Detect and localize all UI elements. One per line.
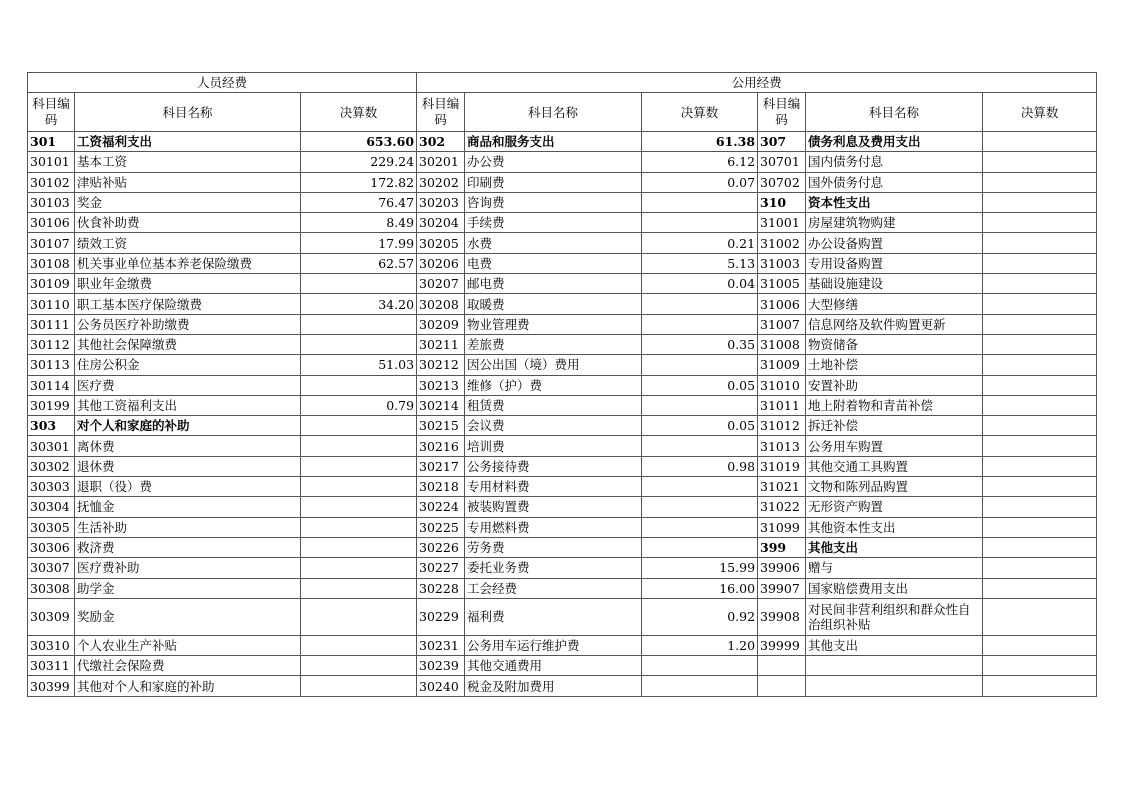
- table-row: [28, 558, 1097, 578]
- table-row: [28, 233, 1097, 253]
- personnel-amount-cell: 76.47: [301, 192, 417, 212]
- table-row: [28, 213, 1097, 233]
- table-row: [28, 497, 1097, 517]
- personnel-name-cell: 津贴补贴: [75, 172, 301, 192]
- table-row: [28, 598, 1097, 635]
- public-code-cell: 30205: [417, 233, 465, 253]
- personnel-code-cell: 301: [28, 132, 75, 152]
- public-name-cell: 培训费: [465, 436, 642, 456]
- capital-name-cell: 其他交通工具购置: [806, 456, 983, 476]
- public-amount-cell: 5.13: [642, 253, 758, 273]
- capital-amount-cell: [983, 152, 1097, 172]
- capital-amount-cell: [983, 517, 1097, 537]
- personnel-name-cell: 生活补助: [75, 517, 301, 537]
- public-code-cell: 30224: [417, 497, 465, 517]
- group-personnel-header: 人员经费: [28, 73, 417, 93]
- capital-name-cell: 安置补助: [806, 375, 983, 395]
- capital-amount-cell: [983, 598, 1097, 635]
- public-code-cell: 30211: [417, 334, 465, 354]
- public-name-cell: 劳务费: [465, 537, 642, 557]
- personnel-amount-cell: [301, 578, 417, 598]
- table-row: [28, 676, 1097, 696]
- personnel-name-cell: 医疗费补助: [75, 558, 301, 578]
- personnel-code-cell: 30107: [28, 233, 75, 253]
- public-name-cell: 税金及附加费用: [465, 676, 642, 696]
- capital-code-cell: 31012: [758, 416, 806, 436]
- table-row: [28, 635, 1097, 655]
- capital-name-cell: 地上附着物和青苗补偿: [806, 395, 983, 415]
- personnel-name-cell: 医疗费: [75, 375, 301, 395]
- public-amount-cell: [642, 395, 758, 415]
- capital-code-cell: 31006: [758, 294, 806, 314]
- public-code-cell: 30231: [417, 635, 465, 655]
- col-header-code: 科目编码: [417, 93, 465, 132]
- personnel-name-cell: 退休费: [75, 456, 301, 476]
- public-code-cell: 30218: [417, 477, 465, 497]
- capital-name-cell: 物资储备: [806, 334, 983, 354]
- personnel-code-cell: 30310: [28, 635, 75, 655]
- personnel-code-cell: 30306: [28, 537, 75, 557]
- public-amount-cell: 0.05: [642, 416, 758, 436]
- personnel-name-cell: 个人农业生产补贴: [75, 635, 301, 655]
- capital-amount-cell: [983, 233, 1097, 253]
- capital-code-cell: 30701: [758, 152, 806, 172]
- expense-table: [27, 72, 1097, 697]
- personnel-name-cell: 对个人和家庭的补助: [75, 416, 301, 436]
- capital-code-cell: 31008: [758, 334, 806, 354]
- capital-amount-cell: [983, 192, 1097, 212]
- capital-name-cell: 国外债务付息: [806, 172, 983, 192]
- capital-code-cell: 399: [758, 537, 806, 557]
- personnel-code-cell: 30302: [28, 456, 75, 476]
- personnel-code-cell: 30305: [28, 517, 75, 537]
- personnel-code-cell: 30103: [28, 192, 75, 212]
- capital-name-cell: [806, 656, 983, 676]
- public-name-cell: 公务接待费: [465, 456, 642, 476]
- public-name-cell: 租赁费: [465, 395, 642, 415]
- public-name-cell: 委托业务费: [465, 558, 642, 578]
- personnel-amount-cell: 51.03: [301, 355, 417, 375]
- personnel-name-cell: 职业年金缴费: [75, 274, 301, 294]
- personnel-code-cell: 30309: [28, 598, 75, 635]
- personnel-amount-cell: [301, 436, 417, 456]
- public-amount-cell: [642, 355, 758, 375]
- table-row: [28, 477, 1097, 497]
- public-amount-cell: [642, 517, 758, 537]
- personnel-amount-cell: [301, 375, 417, 395]
- table-row: [28, 375, 1097, 395]
- personnel-code-cell: 30102: [28, 172, 75, 192]
- public-amount-cell: 0.05: [642, 375, 758, 395]
- personnel-amount-cell: 229.24: [301, 152, 417, 172]
- personnel-amount-cell: [301, 656, 417, 676]
- personnel-code-cell: 30199: [28, 395, 75, 415]
- capital-code-cell: 31099: [758, 517, 806, 537]
- personnel-amount-cell: [301, 416, 417, 436]
- table-row: [28, 253, 1097, 273]
- capital-code-cell: 310: [758, 192, 806, 212]
- personnel-name-cell: 伙食补助费: [75, 213, 301, 233]
- personnel-amount-cell: 34.20: [301, 294, 417, 314]
- public-amount-cell: [642, 676, 758, 696]
- capital-name-cell: 公务用车购置: [806, 436, 983, 456]
- public-name-cell: 会议费: [465, 416, 642, 436]
- personnel-code-cell: 30113: [28, 355, 75, 375]
- table-row: [28, 656, 1097, 676]
- public-code-cell: 30239: [417, 656, 465, 676]
- personnel-code-cell: 30109: [28, 274, 75, 294]
- public-code-cell: 30227: [417, 558, 465, 578]
- capital-name-cell: 专用设备购置: [806, 253, 983, 273]
- public-amount-cell: [642, 294, 758, 314]
- personnel-code-cell: 30112: [28, 334, 75, 354]
- capital-name-cell: 其他支出: [806, 635, 983, 655]
- capital-code-cell: 31005: [758, 274, 806, 294]
- capital-name-cell: 基础设施建设: [806, 274, 983, 294]
- capital-code-cell: 31001: [758, 213, 806, 233]
- public-code-cell: 30217: [417, 456, 465, 476]
- capital-name-cell: 土地补偿: [806, 355, 983, 375]
- public-name-cell: 因公出国（境）费用: [465, 355, 642, 375]
- public-code-cell: 30213: [417, 375, 465, 395]
- personnel-name-cell: 职工基本医疗保险缴费: [75, 294, 301, 314]
- public-amount-cell: [642, 497, 758, 517]
- personnel-amount-cell: 8.49: [301, 213, 417, 233]
- public-code-cell: 30216: [417, 436, 465, 456]
- personnel-amount-cell: [301, 456, 417, 476]
- personnel-amount-cell: [301, 497, 417, 517]
- personnel-name-cell: 机关事业单位基本养老保险缴费: [75, 253, 301, 273]
- public-name-cell: 其他交通费用: [465, 656, 642, 676]
- capital-name-cell: [806, 676, 983, 696]
- capital-amount-cell: [983, 172, 1097, 192]
- public-name-cell: 专用燃料费: [465, 517, 642, 537]
- public-amount-cell: 0.07: [642, 172, 758, 192]
- table-row: [28, 537, 1097, 557]
- capital-code-cell: 307: [758, 132, 806, 152]
- public-amount-cell: 0.98: [642, 456, 758, 476]
- public-code-cell: 302: [417, 132, 465, 152]
- capital-amount-cell: [983, 395, 1097, 415]
- public-amount-cell: 15.99: [642, 558, 758, 578]
- personnel-amount-cell: [301, 314, 417, 334]
- group-header-row: [28, 73, 1097, 93]
- col-header-amount: 决算数: [983, 93, 1097, 132]
- public-code-cell: 30204: [417, 213, 465, 233]
- capital-code-cell: 31011: [758, 395, 806, 415]
- table-row: [28, 172, 1097, 192]
- capital-name-cell: 房屋建筑物购建: [806, 213, 983, 233]
- personnel-name-cell: 基本工资: [75, 152, 301, 172]
- public-amount-cell: 61.38: [642, 132, 758, 152]
- capital-code-cell: 31010: [758, 375, 806, 395]
- public-name-cell: 商品和服务支出: [465, 132, 642, 152]
- table-row: [28, 416, 1097, 436]
- capital-code-cell: 39908: [758, 598, 806, 635]
- table-row: [28, 355, 1097, 375]
- col-header-name: 科目名称: [465, 93, 642, 132]
- table-row: [28, 578, 1097, 598]
- personnel-amount-cell: [301, 517, 417, 537]
- personnel-name-cell: 奖金: [75, 192, 301, 212]
- public-amount-cell: 16.00: [642, 578, 758, 598]
- public-code-cell: 30209: [417, 314, 465, 334]
- table-row: [28, 132, 1097, 152]
- capital-code-cell: 31013: [758, 436, 806, 456]
- capital-name-cell: 无形资产购置: [806, 497, 983, 517]
- public-name-cell: 办公费: [465, 152, 642, 172]
- public-amount-cell: 6.12: [642, 152, 758, 172]
- public-name-cell: 电费: [465, 253, 642, 273]
- personnel-amount-cell: 17.99: [301, 233, 417, 253]
- capital-amount-cell: [983, 558, 1097, 578]
- public-code-cell: 30212: [417, 355, 465, 375]
- public-code-cell: 30214: [417, 395, 465, 415]
- public-code-cell: 30226: [417, 537, 465, 557]
- personnel-name-cell: 退职（役）费: [75, 477, 301, 497]
- table-row: [28, 517, 1097, 537]
- capital-amount-cell: [983, 537, 1097, 557]
- personnel-amount-cell: [301, 537, 417, 557]
- capital-name-cell: 资本性支出: [806, 192, 983, 212]
- capital-code-cell: 31019: [758, 456, 806, 476]
- public-name-cell: 取暖费: [465, 294, 642, 314]
- public-amount-cell: 1.20: [642, 635, 758, 655]
- capital-code-cell: 31022: [758, 497, 806, 517]
- capital-amount-cell: [983, 436, 1097, 456]
- capital-amount-cell: [983, 355, 1097, 375]
- capital-name-cell: 大型修缮: [806, 294, 983, 314]
- public-code-cell: 30240: [417, 676, 465, 696]
- personnel-amount-cell: 0.79: [301, 395, 417, 415]
- col-header-name: 科目名称: [806, 93, 983, 132]
- capital-name-cell: 其他资本性支出: [806, 517, 983, 537]
- personnel-name-cell: 工资福利支出: [75, 132, 301, 152]
- table-row: [28, 395, 1097, 415]
- capital-name-cell: 赠与: [806, 558, 983, 578]
- personnel-code-cell: 30114: [28, 375, 75, 395]
- table-row: [28, 334, 1097, 354]
- public-name-cell: 专用材料费: [465, 477, 642, 497]
- personnel-amount-cell: [301, 334, 417, 354]
- personnel-name-cell: 绩效工资: [75, 233, 301, 253]
- capital-amount-cell: [983, 477, 1097, 497]
- capital-amount-cell: [983, 213, 1097, 233]
- col-header-code: 科目编码: [758, 93, 806, 132]
- public-name-cell: 福利费: [465, 598, 642, 635]
- personnel-name-cell: 公务员医疗补助缴费: [75, 314, 301, 334]
- personnel-amount-cell: 62.57: [301, 253, 417, 273]
- public-code-cell: 30225: [417, 517, 465, 537]
- personnel-name-cell: 救济费: [75, 537, 301, 557]
- public-amount-cell: [642, 477, 758, 497]
- capital-amount-cell: [983, 253, 1097, 273]
- personnel-code-cell: 30311: [28, 656, 75, 676]
- table-row: [28, 436, 1097, 456]
- public-amount-cell: 0.04: [642, 274, 758, 294]
- personnel-code-cell: 303: [28, 416, 75, 436]
- personnel-amount-cell: [301, 635, 417, 655]
- capital-amount-cell: [983, 294, 1097, 314]
- personnel-amount-cell: [301, 598, 417, 635]
- capital-name-cell: 办公设备购置: [806, 233, 983, 253]
- public-code-cell: 30208: [417, 294, 465, 314]
- public-code-cell: 30203: [417, 192, 465, 212]
- personnel-code-cell: 30110: [28, 294, 75, 314]
- group-public-header: 公用经费: [417, 73, 1097, 93]
- public-name-cell: 维修（护）费: [465, 375, 642, 395]
- capital-code-cell: 31009: [758, 355, 806, 375]
- capital-code-cell: [758, 656, 806, 676]
- public-amount-cell: [642, 537, 758, 557]
- personnel-amount-cell: [301, 676, 417, 696]
- personnel-code-cell: 30111: [28, 314, 75, 334]
- capital-amount-cell: [983, 578, 1097, 598]
- personnel-name-cell: 助学金: [75, 578, 301, 598]
- col-header-code: 科目编码: [28, 93, 75, 132]
- personnel-amount-cell: 653.60: [301, 132, 417, 152]
- public-amount-cell: [642, 436, 758, 456]
- public-amount-cell: 0.92: [642, 598, 758, 635]
- personnel-name-cell: 其他社会保障缴费: [75, 334, 301, 354]
- public-name-cell: 咨询费: [465, 192, 642, 212]
- capital-name-cell: 文物和陈列品购置: [806, 477, 983, 497]
- column-header-row: [28, 93, 1097, 132]
- capital-code-cell: 31003: [758, 253, 806, 273]
- personnel-name-cell: 抚恤金: [75, 497, 301, 517]
- personnel-code-cell: 30106: [28, 213, 75, 233]
- capital-name-cell: 国家赔偿费用支出: [806, 578, 983, 598]
- table-row: [28, 294, 1097, 314]
- public-name-cell: 物业管理费: [465, 314, 642, 334]
- public-code-cell: 30229: [417, 598, 465, 635]
- public-code-cell: 30207: [417, 274, 465, 294]
- table-row: [28, 274, 1097, 294]
- capital-amount-cell: [983, 132, 1097, 152]
- capital-code-cell: 39906: [758, 558, 806, 578]
- personnel-code-cell: 30304: [28, 497, 75, 517]
- personnel-code-cell: 30399: [28, 676, 75, 696]
- personnel-amount-cell: 172.82: [301, 172, 417, 192]
- capital-name-cell: 信息网络及软件购置更新: [806, 314, 983, 334]
- public-code-cell: 30202: [417, 172, 465, 192]
- public-code-cell: 30206: [417, 253, 465, 273]
- public-amount-cell: [642, 314, 758, 334]
- personnel-code-cell: 30303: [28, 477, 75, 497]
- public-amount-cell: [642, 656, 758, 676]
- public-name-cell: 手续费: [465, 213, 642, 233]
- col-header-amount: 决算数: [301, 93, 417, 132]
- capital-code-cell: 31021: [758, 477, 806, 497]
- capital-amount-cell: [983, 635, 1097, 655]
- capital-code-cell: [758, 676, 806, 696]
- public-name-cell: 被装购置费: [465, 497, 642, 517]
- public-name-cell: 公务用车运行维护费: [465, 635, 642, 655]
- capital-amount-cell: [983, 416, 1097, 436]
- personnel-code-cell: 30308: [28, 578, 75, 598]
- table-row: [28, 152, 1097, 172]
- public-amount-cell: [642, 192, 758, 212]
- public-name-cell: 印刷费: [465, 172, 642, 192]
- table-row: [28, 192, 1097, 212]
- capital-amount-cell: [983, 334, 1097, 354]
- personnel-name-cell: 代缴社会保险费: [75, 656, 301, 676]
- personnel-amount-cell: [301, 477, 417, 497]
- capital-amount-cell: [983, 656, 1097, 676]
- personnel-name-cell: 住房公积金: [75, 355, 301, 375]
- personnel-name-cell: 其他工资福利支出: [75, 395, 301, 415]
- public-name-cell: 差旅费: [465, 334, 642, 354]
- public-name-cell: 工会经费: [465, 578, 642, 598]
- personnel-code-cell: 30108: [28, 253, 75, 273]
- capital-name-cell: 其他支出: [806, 537, 983, 557]
- capital-amount-cell: [983, 456, 1097, 476]
- capital-amount-cell: [983, 497, 1097, 517]
- capital-amount-cell: [983, 274, 1097, 294]
- personnel-code-cell: 30301: [28, 436, 75, 456]
- capital-name-cell: 国内债务付息: [806, 152, 983, 172]
- capital-code-cell: 30702: [758, 172, 806, 192]
- table-row: [28, 314, 1097, 334]
- capital-name-cell: 拆迁补偿: [806, 416, 983, 436]
- col-header-name: 科目名称: [75, 93, 301, 132]
- public-amount-cell: [642, 213, 758, 233]
- capital-code-cell: 39907: [758, 578, 806, 598]
- public-code-cell: 30228: [417, 578, 465, 598]
- personnel-code-cell: 30307: [28, 558, 75, 578]
- personnel-amount-cell: [301, 558, 417, 578]
- personnel-code-cell: 30101: [28, 152, 75, 172]
- table-row: [28, 456, 1097, 476]
- personnel-amount-cell: [301, 274, 417, 294]
- public-name-cell: 邮电费: [465, 274, 642, 294]
- public-amount-cell: 0.21: [642, 233, 758, 253]
- capital-code-cell: 31002: [758, 233, 806, 253]
- personnel-name-cell: 奖励金: [75, 598, 301, 635]
- public-name-cell: 水费: [465, 233, 642, 253]
- personnel-name-cell: 离休费: [75, 436, 301, 456]
- capital-code-cell: 39999: [758, 635, 806, 655]
- col-header-amount: 决算数: [642, 93, 758, 132]
- public-code-cell: 30215: [417, 416, 465, 436]
- personnel-name-cell: 其他对个人和家庭的补助: [75, 676, 301, 696]
- public-code-cell: 30201: [417, 152, 465, 172]
- capital-amount-cell: [983, 676, 1097, 696]
- capital-amount-cell: [983, 314, 1097, 334]
- capital-name-cell: 债务利息及费用支出: [806, 132, 983, 152]
- capital-amount-cell: [983, 375, 1097, 395]
- capital-name-cell: 对民间非营利组织和群众性自治组织补贴: [806, 598, 983, 635]
- public-amount-cell: 0.35: [642, 334, 758, 354]
- capital-code-cell: 31007: [758, 314, 806, 334]
